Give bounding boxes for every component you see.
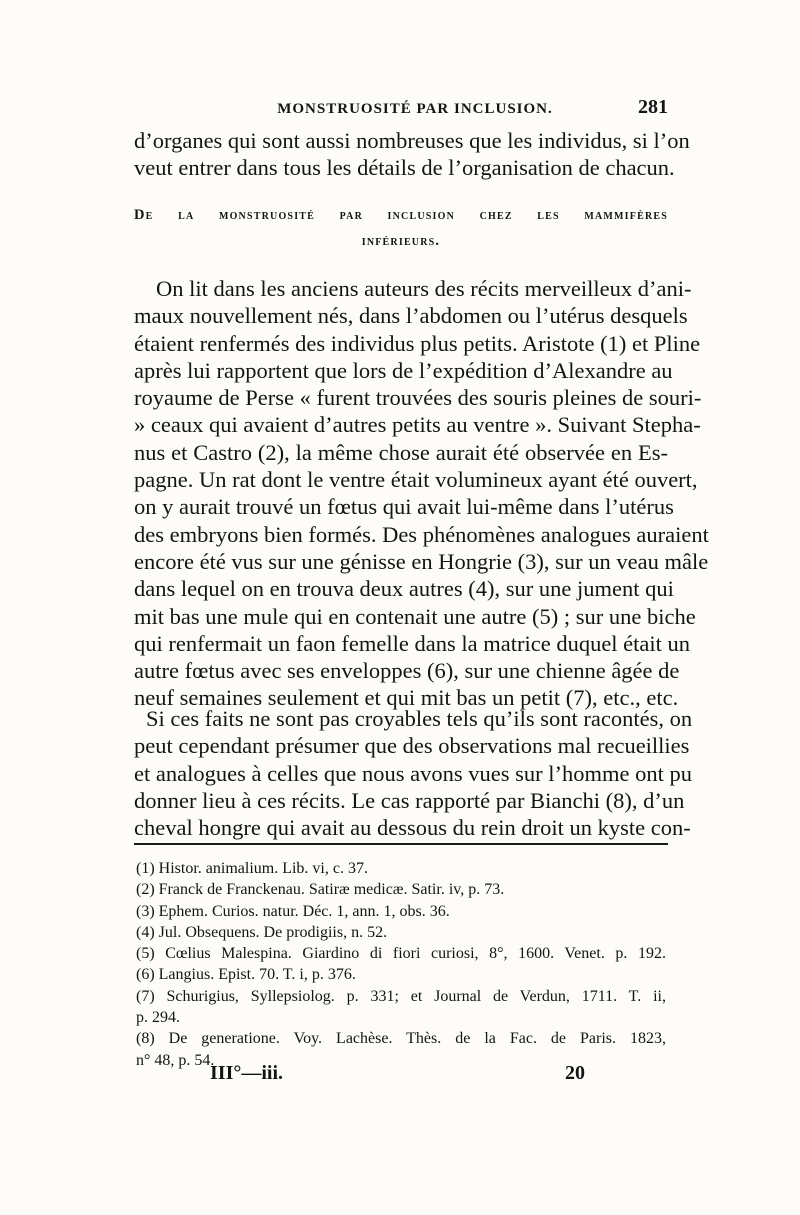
- text-line: d’organes qui sont aussi nombreuses que les individus, si l’on: [134, 128, 690, 153]
- footnotes: [136, 858, 666, 1071]
- text-line: neuf semaines seulement et qui mit bas un petit (7), etc., etc.: [134, 685, 679, 711]
- text-line: cheval hongre qui avait au dessous du rein droit un kyste con-: [134, 815, 691, 841]
- text-line: » ceaux qui avaient d’autres petits au ventre ». Suivant Stepha-: [134, 412, 701, 438]
- footnote-rule: [134, 843, 668, 845]
- footnote: p. 294.: [136, 1009, 180, 1027]
- printer-signature: III°—iii.: [210, 1062, 284, 1084]
- footnote: n° 48, p. 54.: [136, 1051, 215, 1069]
- footnote: (3) Ephem. Curios. natur. Déc. 1, ann. 1, obs. 36.: [136, 902, 450, 920]
- text-line: On lit dans les anciens auteurs des récits merveilleux d’ani-: [156, 276, 692, 301]
- running-head: [134, 96, 668, 119]
- section-heading: [134, 202, 668, 254]
- text-line: dans lequel on en trouva deux autres (4), sur une jument qui: [134, 576, 674, 602]
- text-line: veut entrer dans tous les détails de l’organisation de chacun.: [134, 155, 675, 181]
- text-line: royaume de Perse « furent trouvées des souris pleines de souri-: [134, 385, 702, 411]
- text-line: donner lieu à ces récits. Le cas rapporté par Bianchi (8), d’un: [134, 787, 685, 813]
- paragraph-2: [134, 705, 693, 841]
- text-line: nus et Castro (2), la même chose aurait été observée en Es-: [134, 439, 668, 465]
- section-heading-line: De la monstruosité par inclusion chez les mammifères: [134, 207, 668, 223]
- footnote: (5) Cœlius Malespina. Giardino di fiori curiosi, 8°, 1600. Venet. p. 192.: [136, 945, 666, 963]
- text-line: mit bas une mule qui en contenait une autre (5) ; sur une biche: [134, 603, 696, 629]
- text-line: autre fœtus avec ses enveloppes (6), sur une chienne âgée de: [134, 658, 680, 684]
- text-line: pagne. Un rat dont le ventre était volumineux ayant été ouvert,: [134, 467, 698, 493]
- footnote: (4) Jul. Obsequens. De prodigiis, n. 52.: [136, 923, 388, 941]
- section-heading-line: inférieurs.: [361, 233, 441, 249]
- text-line: après lui rapportent que lors de l’expédition d’Alexandre au: [134, 357, 673, 383]
- text-line: maux nouvellement nés, dans l’abdomen ou l’utérus desquels: [134, 303, 688, 329]
- text-line: et analogues à celles que nous avons vues sur l’homme ont pu: [134, 760, 692, 786]
- running-title: MONSTRUOSITÉ PAR INCLUSION.: [277, 101, 553, 117]
- text-line: des embryons bien formés. Des phénomènes analogues auraient: [134, 521, 709, 547]
- footnote: (7) Schurigius, Syllepsiolog. p. 331; et Journal de Verdun, 1711. T. ii,: [136, 987, 666, 1005]
- text-line: Si ces faits ne sont pas croyables tels qu’ils sont racontés, on: [146, 706, 693, 731]
- text-line: peut cependant présumer que des observations mal recueillies: [134, 733, 690, 759]
- footnote: (1) Histor. animalium. Lib. vi, c. 37.: [136, 860, 368, 877]
- footnote: (6) Langius. Epist. 70. T. i, p. 376.: [136, 966, 356, 984]
- text-line: encore été vus sur une génisse en Hongrie (3), sur un veau mâle: [134, 548, 709, 574]
- text-line: on y aurait trouvé un fœtus qui avait lui-même dans l’utérus: [134, 494, 674, 520]
- page-number: 281: [638, 96, 668, 118]
- footnote: (2) Franck de Franckenau. Satiræ medicæ. Satir. iv, p. 73.: [136, 881, 505, 899]
- footnote: (8) De generatione. Voy. Lachèse. Thès. de la Fac. de Paris. 1823,: [136, 1030, 666, 1048]
- opening-text: [134, 127, 690, 182]
- paragraph-1: [134, 275, 709, 712]
- text-line: étaient renfermés des individus plus petits. Aristote (1) et Pline: [134, 330, 701, 356]
- sheet-number: 20: [565, 1062, 585, 1084]
- text-line: qui renfermait un faon femelle dans la matrice duquel était un: [134, 630, 691, 656]
